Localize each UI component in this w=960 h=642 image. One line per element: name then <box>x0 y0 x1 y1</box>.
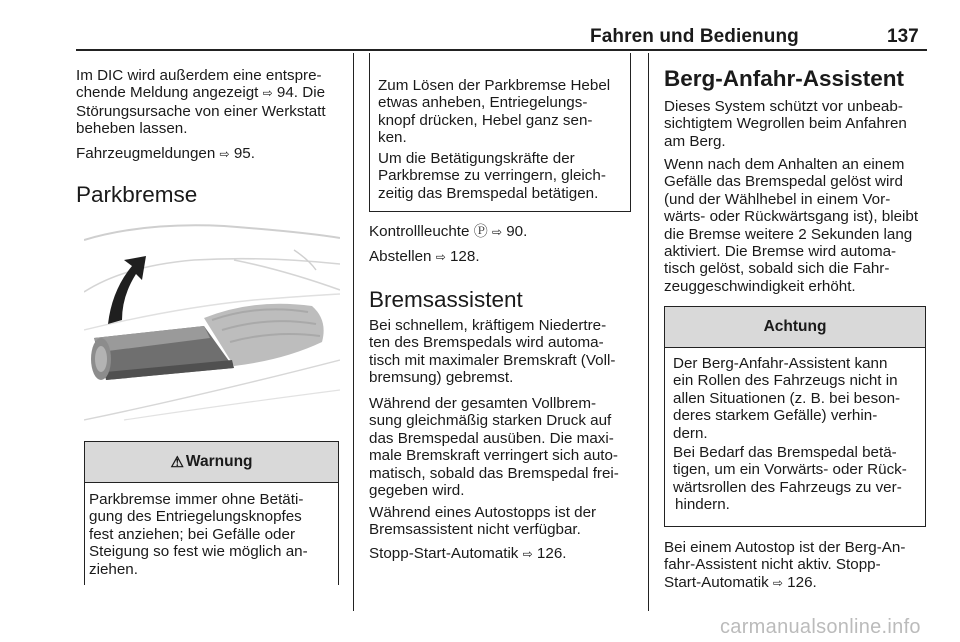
brake-assist-paragraph-3 <box>369 504 596 539</box>
text-line: allen Situationen (z. B. bei beson- <box>673 389 901 407</box>
text-line: hindern. <box>675 496 730 514</box>
column-divider-2 <box>648 53 649 611</box>
ref-arrow-icon: ⇨ <box>435 250 446 264</box>
release-instructions <box>378 77 610 147</box>
text-line: deres starkem Gefälle) verhin- <box>673 407 878 425</box>
text-line: Parkbremse zu verringern, gleich- <box>378 167 606 185</box>
text-line: Dieses System schützt vor unbeab- <box>664 98 903 115</box>
text-line: etwas anheben, Entriegelungs- <box>378 94 588 112</box>
ref-arrow-icon: ⇨ <box>219 147 230 161</box>
text-line: fahr-Assistent nicht aktiv. Stopp- <box>664 556 881 574</box>
warning-triangle-icon: ⚠ <box>170 454 184 471</box>
caution-box <box>664 306 926 527</box>
header-rule <box>76 49 927 51</box>
text-line: Im DIC wird außerdem eine entspre- <box>76 67 322 84</box>
text-line: bremsung) gebremst. <box>369 369 514 387</box>
intro-paragraph <box>76 67 326 138</box>
text-line: tisch mit maximaler Bremskraft (Voll- <box>369 351 616 369</box>
text-line: ziehen. <box>89 560 138 578</box>
parking-brake-illustration <box>84 220 340 428</box>
caution-text-2 <box>673 444 907 514</box>
text-line: beheben lassen. <box>76 120 188 138</box>
brake-warning-lamp-icon: Ⓟ <box>473 223 488 239</box>
warning-title: Warnung <box>185 453 253 470</box>
hill-assist-paragraph-2 <box>664 156 918 295</box>
warning-lamp-reference: Kontrollleuchte Ⓟ ⇨ 90. <box>369 223 528 240</box>
ref-arrow-icon: ⇨ <box>772 575 783 590</box>
caution-text-1 <box>673 355 900 442</box>
text-line: matisch, sobald das Bremspedal frei- <box>369 464 619 482</box>
text-line: das Bremspedal ausüben. Die maxi- <box>369 429 614 447</box>
ref-arrow-icon: ⇨ <box>522 547 533 561</box>
warning-box <box>84 441 339 585</box>
text-line: chende Meldung angezeigt ⇨ 94. Die <box>76 84 326 102</box>
ref-arrow-icon: ⇨ <box>262 86 273 101</box>
text-line: Parkbremse immer ohne Betäti- <box>89 491 304 508</box>
brake-assist-paragraph-2 <box>369 395 619 499</box>
text-line: Gefälle das Bremspedal gelöst wird <box>664 173 903 191</box>
section-heading-bremsassistent: Bremsassistent <box>369 287 523 312</box>
text-line: Bremsassistent nicht verfügbar. <box>369 521 581 539</box>
text-line: (und der Wählhebel in einem Vor- <box>664 190 891 208</box>
running-header-title: Fahren und Bedienung <box>590 26 799 47</box>
warning-box-header <box>85 442 338 483</box>
text-line: Bei Bedarf das Bremspedal betä- <box>673 444 897 461</box>
text-line: ten des Bremspedals wird automa- <box>369 334 604 352</box>
text-line: Der Berg-Anfahr-Assistent kann <box>673 355 888 372</box>
text-line: Steigung so fest wie möglich an- <box>89 543 308 561</box>
text-line: Zum Lösen der Parkbremse Hebel <box>378 77 611 94</box>
text-line: male Bremskraft verringert sich auto- <box>369 447 618 465</box>
brake-assist-paragraph-1 <box>369 317 615 387</box>
text-line: tigen, um ein Vorwärts- oder Rück- <box>673 461 907 479</box>
text-line: wärtsrollen des Fahrzeugs zu ver- <box>673 478 902 496</box>
text-line: Bei einem Autostop ist der Berg-An- <box>664 539 906 556</box>
text-line: gegeben wird. <box>369 482 465 500</box>
text-line: dern. <box>673 424 708 442</box>
hill-assist-paragraph-3 <box>664 539 905 592</box>
ref-arrow-icon: ⇨ <box>491 225 502 239</box>
text-line: ein Rollen des Fahrzeugs nicht in <box>673 372 898 390</box>
text-line: aktiviert. Die Bremse wird automa- <box>664 243 897 261</box>
hill-assist-paragraph-1 <box>664 98 907 150</box>
section-heading-parkbremse: Parkbremse <box>76 182 198 207</box>
text-line: sichtigtem Wegrollen beim Anfahren <box>664 115 907 133</box>
caution-box-header: Achtung <box>665 307 925 348</box>
watermark-url[interactable]: carmanualsonline.info <box>720 616 921 638</box>
text-line: ken. <box>378 129 407 147</box>
warning-text <box>89 491 308 578</box>
text-line: am Berg. <box>664 132 726 150</box>
column-divider-1 <box>353 53 354 611</box>
text-line: Bei schnellem, kräftigem Niedertre- <box>369 317 607 334</box>
text-line: Störungsursache von einer Werkstatt <box>76 102 326 120</box>
text-line: wärts- oder Rückwärtsgang ist), bleibt <box>664 208 919 226</box>
text-line: Start-Automatik ⇨ 126. <box>664 573 817 591</box>
parking-reference: Abstellen ⇨ 128. <box>369 248 480 265</box>
text-line: Während eines Autostopps ist der <box>369 504 597 521</box>
stop-start-reference: Stopp-Start-Automatik ⇨ 126. <box>369 545 567 562</box>
page-number: 137 <box>887 26 919 47</box>
text-line: zeitig das Bremspedal betätigen. <box>378 184 599 202</box>
text-line: knopf drücken, Hebel ganz sen- <box>378 111 593 129</box>
text-line: sung gleichmäßig starken Druck auf <box>369 412 612 430</box>
text-line: zeuggeschwindigkeit erhöht. <box>664 277 856 295</box>
text-line: gung des Entriegelungsknopfes <box>89 508 302 526</box>
text-line: fest anziehen; bei Gefälle oder <box>89 525 296 543</box>
brake-force-note <box>378 150 606 202</box>
text-line: die Bremse weitere 2 Sekunden lang <box>664 225 913 243</box>
text-line: Während der gesamten Vollbrem- <box>369 395 597 412</box>
text-line: tisch gelöst, sobald sich die Fahr- <box>664 260 890 278</box>
text-line: Um die Betätigungskräfte der <box>378 150 575 167</box>
messages-reference: Fahrzeugmeldungen ⇨ 95. <box>76 145 255 162</box>
section-heading-berg-anfahr-assistent: Berg-Anfahr-Assistent <box>664 66 905 91</box>
text-line: Wenn nach dem Anhalten an einem <box>664 156 905 173</box>
release-info-box <box>369 53 631 212</box>
